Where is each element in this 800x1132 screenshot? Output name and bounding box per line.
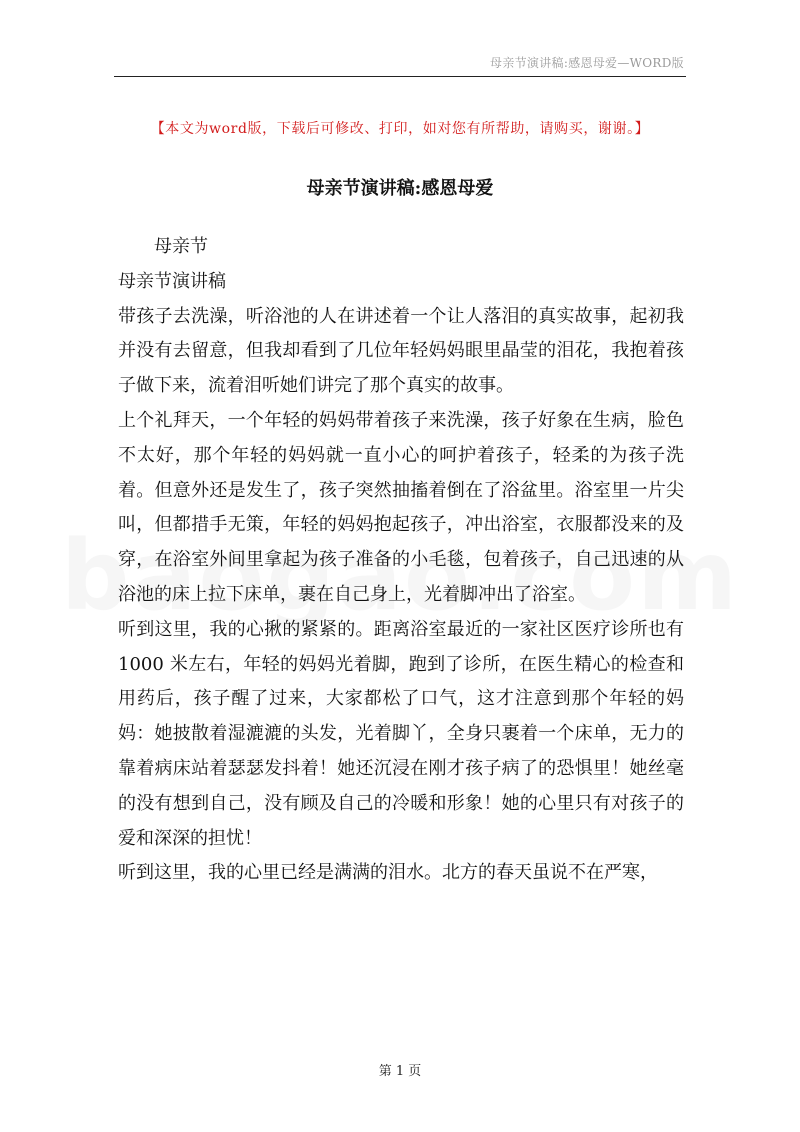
page-number: 第 1 页 bbox=[378, 1064, 422, 1079]
paragraph: 母亲节演讲稿 bbox=[118, 270, 226, 292]
paragraph: 上个礼拜天，一个年轻的妈妈带着孩子来洗澡，孩子好象在生病，脸色不太好，那个年轻的妈妈就一直小心的呵护着孩子，轻柔的为孩子洗着。但意外还是发生了，孩子突然抽搐着倒在了浴盆里。浴室里一片尖叫，但都措手无策，年轻的妈妈抱起孩子，冲出浴室，衣服都没来的及穿，在浴室外间里拿起为孩子准备的小毛毯，包着孩子，自己迅速的从浴池的床上拉下床单，裹在自己身上，光着脚冲出了浴室。 bbox=[118, 409, 684, 605]
paragraph: 母亲节 bbox=[154, 236, 208, 257]
paragraph: 听到这里，我的心里已经是满满的泪水。北方的春天虽说不在严寒， bbox=[118, 862, 658, 884]
paragraph: 听到这里，我的心揪的紧紧的。距离浴室最近的一家社区医疗诊所也有 1000 米左右，年轻的妈妈光着脚，跑到了诊所，在医生精心的检查和用药后，孩子醒了过来，大家都松了口气，这才注意到那个年轻的妈妈：她披散着湿漉漉的头发，光着脚丫，全身只裹着一个床单，无力的靠着病床站着瑟瑟发抖着！她还沉浸在刚才孩子病了的恐惧里！她丝毫的没有想到自己，没有顾及自己的冷暖和形象！她的心里只有对孩子的爱和深深的担忧！ bbox=[118, 618, 684, 849]
running-header-title: 母亲节演讲稿:感恩母爱—WORD版 bbox=[490, 56, 684, 70]
document-title: 母亲节演讲稿:感恩母爱 bbox=[306, 178, 494, 199]
download-notice: 【本文为word版，下载后可修改、打印，如对您有所帮助，请购买，谢谢。】 bbox=[150, 121, 650, 137]
paragraph: 带孩子去洗澡，听浴池的人在讲述着一个让人落泪的真实故事，起初我并没有去留意，但我却看到了几位年轻妈妈眼里晶莹的泪花，我抱着孩子做下来，流着泪听她们讲完了那个真实的故事。 bbox=[118, 305, 684, 397]
document-body bbox=[118, 230, 684, 891]
header-divider bbox=[114, 76, 686, 77]
